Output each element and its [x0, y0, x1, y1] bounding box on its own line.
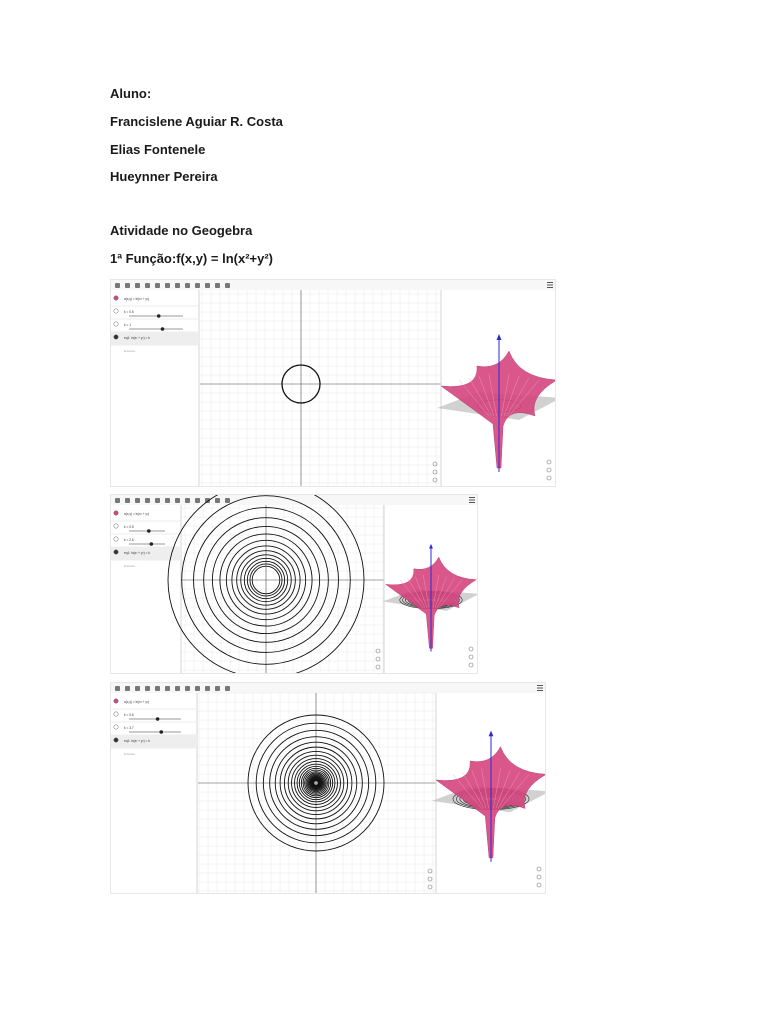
tool-icon[interactable] [155, 283, 160, 288]
geogebra-window [111, 683, 546, 894]
algebra-input[interactable]: Entrada... [124, 349, 138, 353]
tool-icon[interactable] [165, 686, 170, 691]
tool-icon[interactable] [115, 283, 120, 288]
tool-icon[interactable] [215, 283, 220, 288]
algebra-row-text: k = 2.6 [124, 538, 134, 542]
visibility-toggle[interactable] [114, 335, 118, 339]
visibility-toggle[interactable] [114, 537, 118, 541]
algebra-row-text: k = 0.5 [124, 713, 134, 717]
tool-icon[interactable] [225, 498, 230, 503]
algebra-input[interactable]: Entrada... [124, 564, 138, 568]
visibility-toggle[interactable] [114, 550, 118, 554]
tool-icon[interactable] [145, 283, 150, 288]
visibility-toggle[interactable] [114, 712, 118, 716]
algebra-input[interactable]: Entrada... [124, 752, 138, 756]
tool-icon[interactable] [145, 498, 150, 503]
geogebra-screenshot-1 [110, 279, 556, 487]
tool-icon[interactable] [165, 498, 170, 503]
tool-icon[interactable] [215, 686, 220, 691]
visibility-toggle[interactable] [114, 322, 118, 326]
toolbar [111, 495, 478, 505]
algebra-row-text: a(x,y) = ln(x² + y²) [124, 297, 150, 301]
visibility-toggle[interactable] [114, 738, 118, 742]
menu-icon[interactable] [537, 685, 543, 691]
algebra-row-text: eq1: ln(x² + y²) = k [124, 739, 150, 743]
student-heading: Aluno: [110, 86, 152, 101]
function-title: 1ª Função:f(x,y) = ln(x²+y²) [110, 251, 274, 266]
graphics-view-3d [383, 505, 478, 674]
algebra-view [111, 693, 197, 894]
tool-icon[interactable] [165, 283, 170, 288]
tool-icon[interactable] [195, 686, 200, 691]
activity-title: Atividade no Geogebra [110, 223, 253, 238]
tool-icon[interactable] [185, 283, 190, 288]
toolbar [111, 683, 546, 693]
tool-icon[interactable] [145, 686, 150, 691]
tool-icon[interactable] [135, 498, 140, 503]
algebra-view [111, 290, 199, 487]
algebra-row-text: k = 0.5 [124, 310, 134, 314]
algebra-row-text: eq1: ln(x² + y²) = k [124, 551, 150, 555]
algebra-row-text: a(x,y) = ln(x² + y²) [124, 700, 150, 704]
tool-icon[interactable] [225, 283, 230, 288]
algebra-row[interactable] [111, 332, 199, 345]
algebra-view [111, 505, 181, 674]
tool-icon[interactable] [185, 498, 190, 503]
algebra-row-text: k = 0.5 [124, 525, 134, 529]
tool-icon[interactable] [215, 498, 220, 503]
visibility-toggle[interactable] [114, 524, 118, 528]
geogebra-window [111, 495, 478, 674]
tool-icon[interactable] [115, 686, 120, 691]
tool-icon[interactable] [115, 498, 120, 503]
tool-icon[interactable] [175, 686, 180, 691]
geogebra-window [111, 280, 556, 487]
tool-icon[interactable] [185, 686, 190, 691]
algebra-row-text: a(x,y) = ln(x² + y²) [124, 512, 150, 516]
tool-icon[interactable] [225, 686, 230, 691]
visibility-toggle[interactable] [114, 296, 118, 300]
tool-icon[interactable] [135, 686, 140, 691]
tool-icon[interactable] [195, 283, 200, 288]
graphics-view-2d [198, 693, 436, 894]
student-name-3: Hueynner Pereira [110, 169, 218, 184]
visibility-toggle[interactable] [114, 511, 118, 515]
visibility-toggle[interactable] [114, 309, 118, 313]
student-name-1: Francislene Aguiar R. Costa [110, 114, 283, 129]
tool-icon[interactable] [155, 498, 160, 503]
tool-icon[interactable] [155, 686, 160, 691]
algebra-row-text: k = 3.7 [124, 726, 134, 730]
algebra-row[interactable] [111, 735, 197, 748]
geogebra-screenshot-2 [110, 494, 478, 674]
tool-icon[interactable] [195, 498, 200, 503]
graphics-view-3d [432, 693, 546, 894]
tool-icon[interactable] [205, 283, 210, 288]
algebra-row-text: k = 1 [124, 323, 131, 327]
tool-icon[interactable] [175, 498, 180, 503]
tool-icon[interactable] [135, 283, 140, 288]
toolbar [111, 280, 556, 290]
tool-icon[interactable] [125, 686, 130, 691]
tool-icon[interactable] [125, 283, 130, 288]
geogebra-screenshot-3 [110, 682, 546, 894]
algebra-row-text: eq1: ln(x² + y²) = k [124, 336, 150, 340]
student-name-2: Elias Fontenele [110, 142, 206, 157]
menu-icon[interactable] [469, 497, 475, 503]
graphics-view-2d [200, 290, 441, 487]
graphics-view-2d [168, 495, 384, 674]
graphics-view-3d [437, 290, 556, 487]
tool-icon[interactable] [175, 283, 180, 288]
tool-icon[interactable] [205, 686, 210, 691]
visibility-toggle[interactable] [114, 699, 118, 703]
tool-icon[interactable] [125, 498, 130, 503]
visibility-toggle[interactable] [114, 725, 118, 729]
menu-icon[interactable] [547, 282, 553, 288]
